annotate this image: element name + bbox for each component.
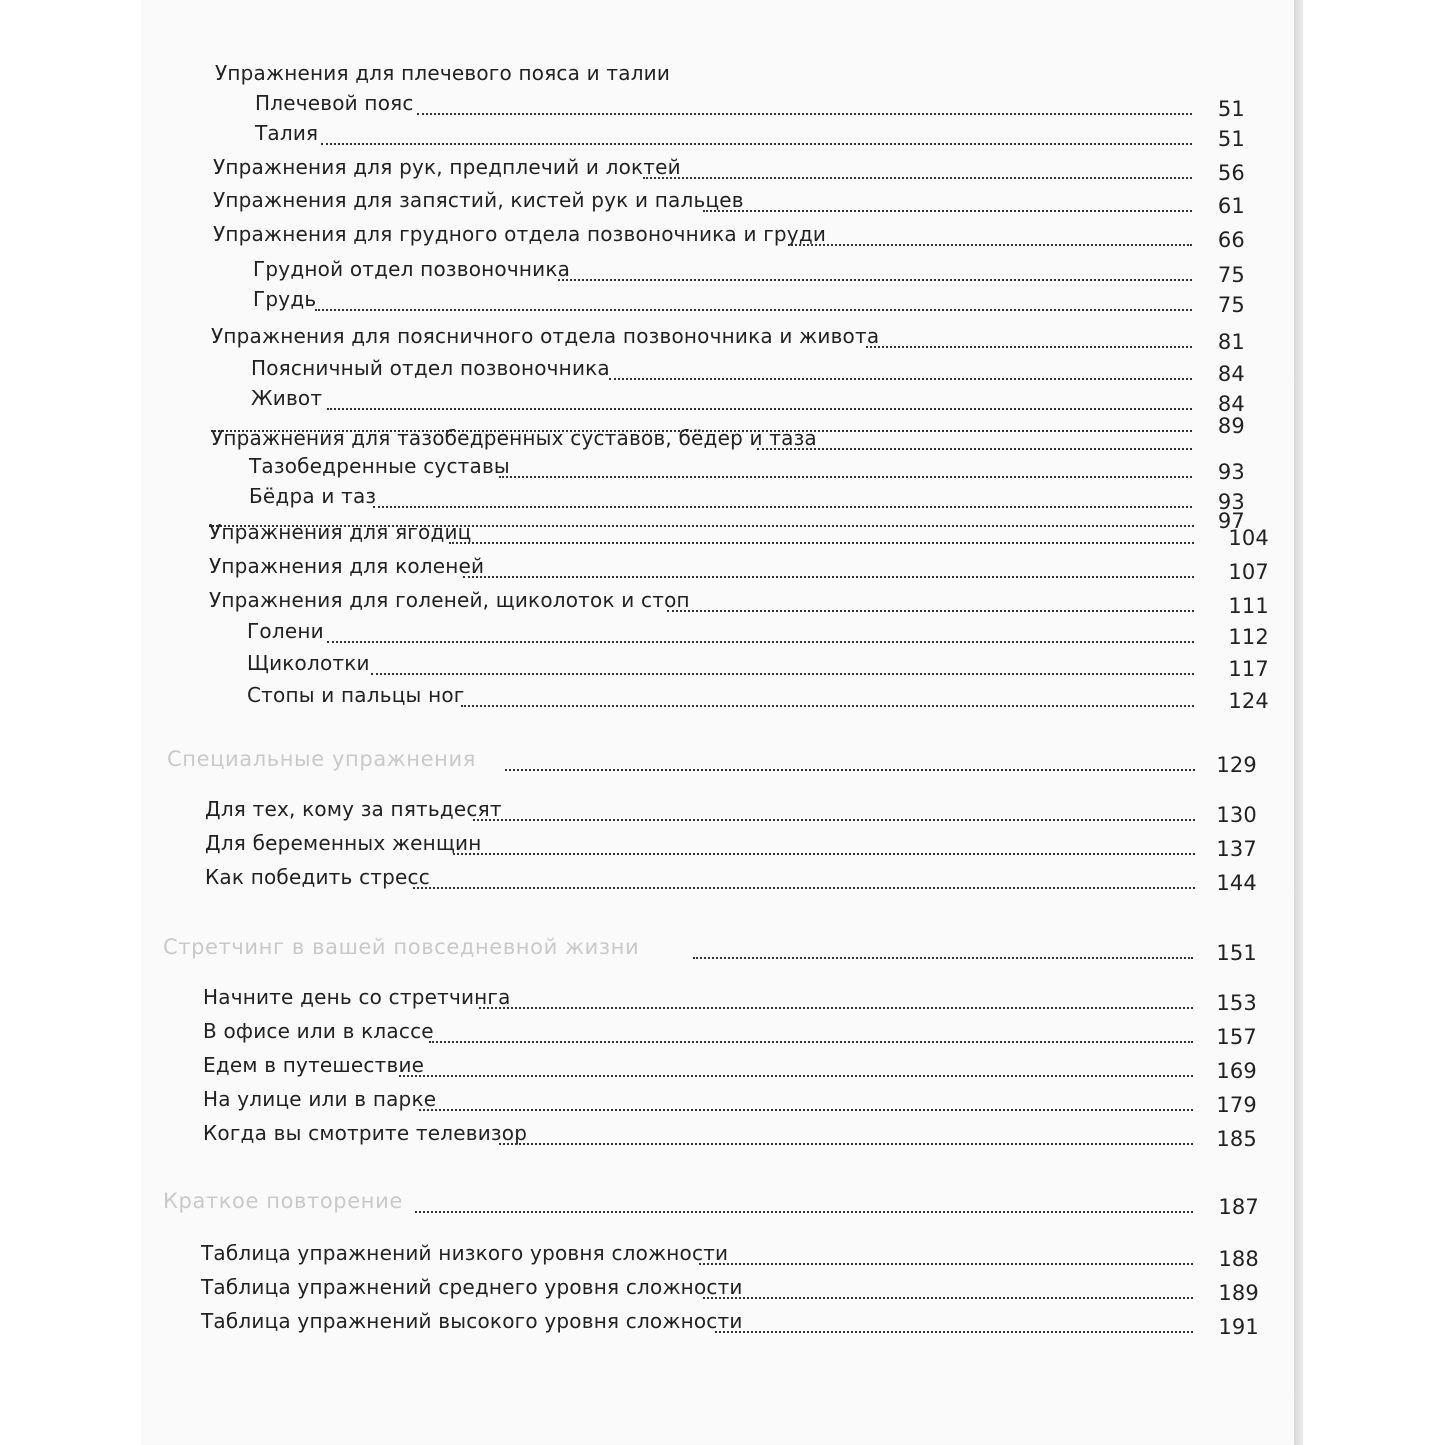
toc-entry-title: Упражнения для грудного отдела позвоночника и груди <box>213 222 827 246</box>
dot-leader <box>327 638 1194 643</box>
dot-leader <box>371 670 1194 675</box>
toc-entry-title: Голени <box>247 619 324 643</box>
toc-page-number: 107 <box>1228 560 1269 584</box>
toc-entry-title: Щиколотки <box>247 651 370 675</box>
dot-leader <box>643 174 1192 179</box>
toc-page-number: 151 <box>1216 941 1257 965</box>
dot-leader <box>373 503 1192 508</box>
toc-entry-title: Упражнения для ягодиц <box>209 520 472 544</box>
toc-entry-title: Тазобедренные суставы <box>249 454 510 478</box>
toc-page-number: 157 <box>1216 1025 1257 1049</box>
toc-page-number: 75 <box>1217 263 1245 287</box>
toc-page-number: 111 <box>1228 594 1269 618</box>
toc-page-number: 144 <box>1216 871 1257 895</box>
dot-leader <box>315 306 1192 311</box>
toc-entry-title: Бёдра и таз <box>249 484 377 508</box>
toc-entry-title: Таблица упражнений высокого уровня сложности <box>201 1309 743 1333</box>
toc-entry-title: Поясничный отдел позвоночника <box>251 356 610 380</box>
dot-leader <box>699 1260 1193 1265</box>
dot-leader <box>449 539 1194 544</box>
toc-page-number: 93 <box>1217 490 1245 514</box>
dot-leader <box>715 1328 1193 1333</box>
toc-entry-title: Упражнения для коленей <box>209 554 485 578</box>
toc-entry-title: В офисе или в классе <box>203 1019 434 1043</box>
dot-leader <box>505 766 1195 771</box>
dot-leader <box>413 884 1195 889</box>
toc-entry-title: Таблица упражнений низкого уровня сложности <box>201 1241 729 1265</box>
dot-leader <box>463 573 1194 578</box>
toc-page-number: 61 <box>1217 194 1245 218</box>
dot-leader <box>703 1294 1193 1299</box>
toc-page-number: 56 <box>1217 161 1245 185</box>
dot-leader <box>703 207 1192 212</box>
dot-leader <box>417 110 1192 115</box>
toc-page-number: 130 <box>1216 803 1257 827</box>
toc-page-number: 84 <box>1217 392 1245 416</box>
dot-leader <box>473 816 1195 821</box>
toc-entry-title: Плечевой пояс <box>255 91 414 115</box>
toc-entry-title: Талия <box>255 121 319 145</box>
toc-page-number: 189 <box>1218 1281 1259 1305</box>
dot-leader <box>499 1140 1193 1145</box>
toc-page-number: 89 <box>1217 414 1245 438</box>
toc-entry-title: Для беременных женщин <box>205 831 482 855</box>
toc-entry-title: Как победить стресс <box>205 865 430 889</box>
toc-entry-title: Грудной отдел позвоночника <box>253 257 571 281</box>
dot-leader <box>866 343 1192 348</box>
section-title: Специальные упражнения <box>167 747 476 771</box>
dot-leader <box>558 276 1192 281</box>
toc-page-number: 129 <box>1216 753 1257 777</box>
toc-page-number: 97 <box>1217 509 1245 533</box>
dot-leader <box>399 1072 1193 1077</box>
toc-page-number: 169 <box>1216 1059 1257 1083</box>
toc-page-number: 81 <box>1217 330 1245 354</box>
toc-entry-title: Начните день со стретчинга <box>203 985 511 1009</box>
dot-leader <box>499 473 1192 478</box>
toc-page-number: 66 <box>1217 228 1245 252</box>
toc-page-number: 153 <box>1216 991 1257 1015</box>
toc-entry-title: Упражнения для запястий, кистей рук и пальцев <box>213 188 744 212</box>
toc-entry-title: Упражнения для рук, предплечий и локтей <box>213 155 681 179</box>
toc-entry-title: Для тех, кому за пятьдесят <box>205 797 502 821</box>
toc-entry-title: Упражнения для тазобедренных суставов, бёдер и таза <box>211 426 817 450</box>
toc-page-number: 179 <box>1216 1093 1257 1117</box>
dot-leader <box>667 607 1194 612</box>
toc-entry-title: Стопы и пальцы ног <box>247 683 465 707</box>
toc-entry-title: Грудь <box>253 287 317 311</box>
dot-leader <box>461 702 1194 707</box>
toc-entry-title: Когда вы смотрите телевизор <box>203 1121 528 1145</box>
dot-leader <box>415 1208 1193 1213</box>
toc-entry-title: Едем в путешествие <box>203 1053 425 1077</box>
toc-page-number: 117 <box>1228 657 1269 681</box>
dot-leader <box>321 140 1192 145</box>
toc-entry-title: На улице или в парке <box>203 1087 437 1111</box>
toc-page-number: 187 <box>1218 1195 1259 1219</box>
toc-page-number: 51 <box>1217 97 1245 121</box>
section-title: Краткое повторение <box>163 1189 403 1213</box>
toc-entry-title: Упражнения для поясничного отдела позвоночника и живота <box>211 324 880 348</box>
toc-page-number: 185 <box>1216 1127 1257 1151</box>
toc-page-number: 137 <box>1216 837 1257 861</box>
dot-leader <box>453 850 1195 855</box>
section-title: Стретчинг в вашей повседневной жизни <box>163 935 640 959</box>
toc-entry-title: Упражнения для плечевого пояса и талии <box>215 61 671 85</box>
toc-entry-title: Упражнения для голеней, щиколоток и стоп <box>209 588 690 612</box>
dot-leader <box>479 1004 1193 1009</box>
toc-page-number: 112 <box>1228 625 1269 649</box>
toc-page-number: 191 <box>1218 1315 1259 1339</box>
toc-entry-title: Живот <box>251 386 323 410</box>
dot-leader <box>757 445 1192 450</box>
toc-page-number: 84 <box>1217 362 1245 386</box>
toc-page-number: 104 <box>1228 526 1269 550</box>
toc-page-number: 188 <box>1218 1247 1259 1271</box>
toc-page-number: 93 <box>1217 460 1245 484</box>
toc-page-number: 51 <box>1217 127 1245 151</box>
dot-leader <box>788 241 1192 246</box>
dot-leader <box>693 954 1193 959</box>
toc-page-number: 124 <box>1228 689 1269 713</box>
dot-leader <box>419 1106 1193 1111</box>
dot-leader <box>609 375 1192 380</box>
dot-leader <box>429 1038 1193 1043</box>
toc-page-number: 75 <box>1217 293 1245 317</box>
dot-leader <box>327 405 1192 410</box>
toc-entry-title: Таблица упражнений среднего уровня сложности <box>201 1275 743 1299</box>
